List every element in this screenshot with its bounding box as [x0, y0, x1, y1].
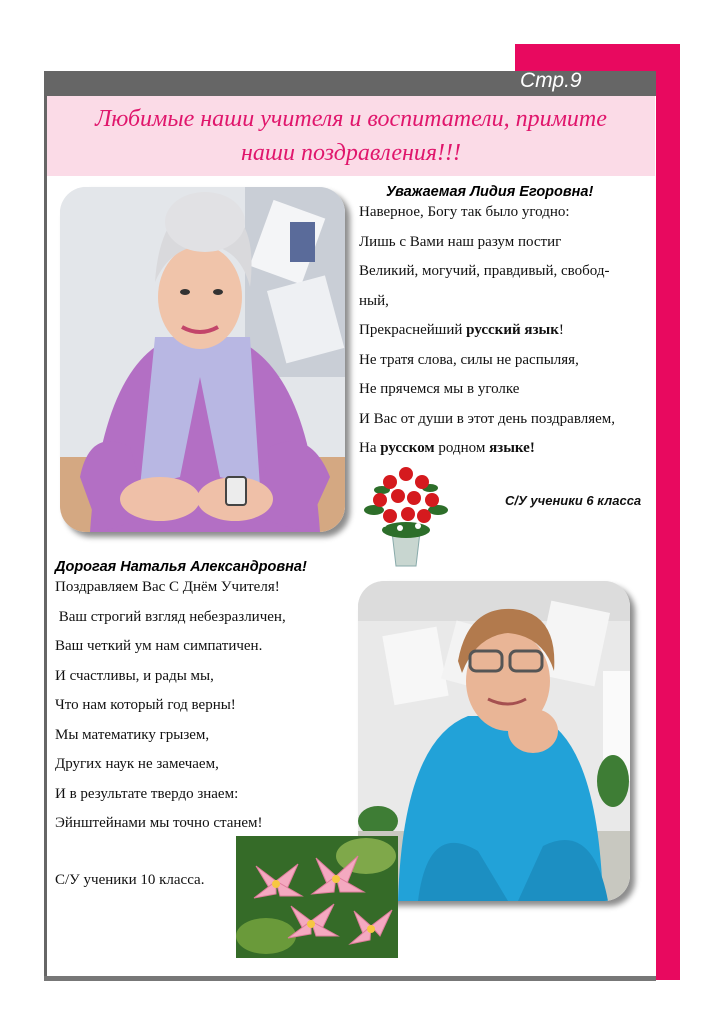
poem-segment: языке! — [489, 440, 535, 456]
page-border-left — [44, 96, 47, 981]
poem-line — [359, 346, 615, 376]
poem-segment: русский язык — [466, 322, 559, 338]
poem-segment: И Вас от души в этот день поздравляем, — [359, 410, 616, 427]
page-number: Стр.9 — [520, 69, 582, 92]
lily-flowers-image — [236, 836, 398, 963]
poem-line — [359, 375, 615, 405]
poem-line — [359, 198, 615, 228]
teacher-photo-lidia — [60, 187, 345, 532]
poem-line — [359, 228, 615, 258]
poem-segment: родном — [434, 440, 490, 456]
poem-line: Эйнштейнами мы точно станем! — [55, 815, 263, 831]
rose-bouquet-image — [362, 460, 450, 575]
poem-segment: русском — [380, 440, 435, 456]
poem-lidia — [359, 198, 615, 464]
poem-segment: Не тратя слова, силы не распыляя, — [359, 351, 579, 368]
poem-line: Мы математику грызем, — [55, 726, 210, 743]
greeting-natalia: Дорогая Наталья Александровна! — [55, 559, 307, 575]
poem-line: Других наук не замечаем, — [55, 756, 219, 772]
poem-segment: Прекраснейший — [359, 322, 467, 338]
poem-line — [359, 257, 615, 287]
headline-line-1: Любимые наши учителя и воспитатели, примите — [95, 106, 607, 132]
greeting-lidia: Уважаемая Лидия Егоровна! — [386, 184, 594, 200]
poem-line — [359, 405, 615, 435]
poem-segment: Лишь с Вами наш разум постиг — [359, 233, 562, 250]
page-border-bottom — [44, 976, 656, 981]
signature-10-class: С/У ученики 10 класса. — [55, 872, 205, 888]
teacher-photo-natalia — [358, 581, 630, 901]
poem-line: И счастливы, и рады мы, — [55, 667, 214, 684]
poem-line: Поздравляем Вас С Днём Учителя! — [55, 579, 280, 595]
poem-line: Ваш четкий ум нам симпатичен. — [55, 638, 263, 654]
poem-segment: Наверное, Богу так было угодно: — [359, 204, 570, 220]
headline-line-2: наши поздравления!!! — [240, 140, 462, 166]
poem-segment: ный, — [359, 292, 389, 309]
poem-segment: Великий, могучий, правдивый, свобод- — [359, 263, 610, 279]
signature-6-class: С/У ученики 6 класса — [505, 493, 642, 508]
poem-line: Ваш строгий взгляд небезразличен, — [55, 608, 286, 625]
poem-line — [359, 287, 615, 317]
poem-natalia — [55, 573, 286, 839]
poem-line: И в результате твердо знаем: — [55, 785, 239, 802]
page-headline — [47, 96, 655, 176]
poem-line — [359, 316, 615, 346]
poem-segment: ! — [558, 322, 564, 338]
poem-line: Что нам который год верны! — [55, 697, 236, 713]
poem-segment: Не прячемся мы в уголке — [359, 381, 520, 397]
poem-segment: На — [359, 440, 381, 456]
